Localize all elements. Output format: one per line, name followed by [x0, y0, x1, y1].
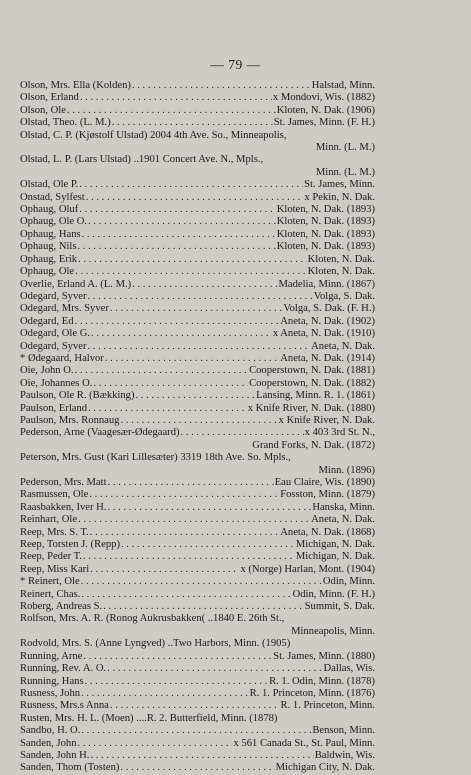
directory-entry	[20, 328, 375, 340]
dot-leader	[132, 80, 311, 92]
entry-name: Running, Rev. A. O.	[20, 663, 107, 675]
entry-place: Eau Claire, Wis. (1890)	[274, 477, 375, 488]
directory-entry	[20, 738, 375, 750]
dot-leader	[81, 688, 249, 700]
entry-name: Odegard, Syver	[20, 290, 87, 302]
entry-name: Rusten, Mrs. H. L. (Moen) ....R. 2. Butterfield, Minn. (1878)	[20, 712, 278, 724]
entry-name: Reep, Torsten J. (Repp)	[20, 539, 120, 551]
dot-leader	[78, 254, 307, 266]
dot-leader	[181, 427, 304, 439]
entry-name: Sandbo, H. O.	[20, 725, 81, 737]
entry-place: Baldwin, Wis.	[314, 749, 375, 761]
entry-place: Madelia, Minn. (1867)	[278, 278, 375, 290]
entry-name: Olson, Erland	[20, 92, 79, 104]
entry-place: Kloten, N. Dak. (1893)	[276, 204, 375, 216]
entry-place: Kloten, N. Dak. (1893)	[276, 228, 375, 240]
directory-entry	[20, 415, 375, 427]
directory-entry	[20, 403, 375, 415]
directory-entry	[20, 613, 375, 638]
entry-name: Olstad, L. P. (Lars Ulstad) ..1901 Concert Ave. N., Mpls.,	[20, 154, 264, 166]
directory-entry	[20, 576, 375, 588]
entry-name: Ophaug, Ole	[20, 266, 75, 278]
directory-entry	[20, 564, 375, 576]
dot-leader	[78, 738, 233, 750]
dot-leader	[88, 216, 276, 228]
entry-name: Odegard, Syver	[20, 340, 87, 352]
dot-leader	[78, 514, 310, 526]
directory-entry	[20, 762, 375, 774]
entry-name: Olstad, Ole P.	[20, 179, 79, 191]
entry-name: Odegard, Ed	[20, 315, 74, 327]
dot-leader	[90, 527, 280, 539]
dot-leader	[90, 750, 313, 762]
directory-entry	[20, 589, 375, 601]
entry-name: Reep, Peder T.	[20, 551, 82, 563]
dot-leader	[75, 365, 249, 377]
directory-entry	[20, 117, 375, 129]
dot-leader	[110, 303, 282, 315]
entry-place: Aneta, N. Dak. (1868)	[280, 526, 375, 538]
entry-place: Hanska, Minn.	[312, 501, 375, 513]
directory-entry	[20, 341, 375, 353]
directory-entry	[20, 452, 375, 477]
entry-place: Cooperstown, N. Dak. (1881)	[249, 365, 375, 377]
directory-entry	[20, 514, 375, 526]
dot-leader	[88, 403, 247, 415]
entry-name: Reep, Mrs. S. T.	[20, 526, 89, 538]
entry-place: Michigan, N. Dak.	[295, 551, 375, 563]
entry-place: Kloten, N. Dak. (1893)	[276, 216, 375, 228]
dot-leader	[81, 589, 291, 601]
entry-continuation: Minn. (L. M.)	[315, 166, 375, 178]
directory-entry	[20, 266, 375, 278]
dot-leader	[88, 341, 311, 353]
directory-entry	[20, 130, 375, 155]
entry-name: * Ødegaard, Halvor	[20, 352, 104, 364]
entry-place: Odin, Minn. (F. H.)	[292, 588, 375, 600]
directory-entry	[20, 254, 375, 266]
dot-leader	[89, 489, 279, 501]
dot-leader	[120, 762, 274, 774]
entry-place: R. 1. Princeton, Minn. (1876)	[249, 687, 375, 699]
entry-place: Volga, S. Dak.	[313, 290, 375, 302]
entry-place: Cooperstown, N. Dak. (1882)	[249, 377, 375, 389]
dot-leader	[110, 700, 280, 712]
entry-place: Michigan City, N. Dak.	[275, 762, 375, 774]
directory-entry	[20, 216, 375, 228]
entry-name: Sanden, John H.	[20, 749, 90, 761]
directory-entry	[20, 192, 375, 204]
entry-place: x (Norge) Harlan, Mont. (1904)	[240, 563, 375, 575]
entry-name: Ophaug, Nils	[20, 241, 77, 253]
directory-entry	[20, 489, 375, 501]
dot-leader	[105, 353, 279, 365]
entry-place: R. 1. Princeton, Minn.	[280, 700, 375, 712]
entry-name: Odegard, Ole G.	[20, 328, 91, 340]
dot-leader	[83, 551, 295, 563]
directory-entry	[20, 291, 375, 303]
entry-name: Reinert, Chas.	[20, 588, 81, 600]
directory-entry	[20, 154, 375, 179]
dot-leader	[112, 117, 273, 129]
entry-name: Pederson, Mrs. Matt	[20, 477, 107, 488]
entry-place: St. James, Minn. (1880)	[273, 650, 375, 662]
dot-leader	[82, 229, 276, 241]
dot-leader	[79, 179, 303, 191]
dot-leader	[103, 601, 303, 613]
dot-leader	[132, 279, 277, 291]
entry-place: x Pekin, N. Dak.	[304, 191, 375, 203]
dot-leader	[93, 378, 248, 390]
entry-continuation: Minn. (L. M.)	[315, 142, 375, 154]
directory-entry	[20, 725, 375, 737]
entry-name: Ophaug, Ole O.	[20, 216, 88, 228]
directory-entry	[20, 241, 375, 253]
entry-continuation: Minneapolis, Minn.	[291, 625, 375, 637]
directory-entry	[20, 651, 375, 663]
entry-name: Onstad, Sylfest	[20, 191, 85, 203]
entry-place: Kloten, N. Dak. (1906)	[276, 104, 375, 116]
dot-leader	[107, 502, 311, 514]
directory-entry	[20, 353, 375, 365]
dot-leader	[75, 266, 306, 278]
dot-leader	[121, 539, 295, 551]
entry-continuation: Minn. (1896)	[318, 464, 375, 476]
entry-place: Halstad, Minn.	[311, 80, 375, 91]
directory-entry	[20, 502, 375, 514]
entry-name: Oie, John O.	[20, 365, 74, 377]
entry-place: Aneta, N. Dak.	[311, 340, 375, 352]
entry-name: Paulson, Mrs. Ronnaug	[20, 414, 120, 426]
directory-entry	[20, 229, 375, 241]
directory-entry	[20, 427, 375, 452]
directory-entry	[20, 80, 375, 92]
entry-place: Summit, S. Dak.	[304, 601, 375, 613]
directory-entry	[20, 390, 375, 402]
entry-place: x Knife River, N. Dak. (1880)	[247, 402, 375, 414]
entry-place: Michigan, N. Dak.	[295, 539, 375, 551]
directory-entry	[20, 663, 375, 675]
entry-name: Rolfson, Mrs. A. R. (Ronog Aukrusbakken( ..1840 E. 26th St.,	[20, 613, 285, 625]
entry-name: Paulson, Erland	[20, 402, 88, 414]
entry-place: R. 1. Odin, Minn. (1878)	[269, 675, 375, 687]
dot-leader	[75, 316, 280, 328]
entry-place: St. James, Minn.	[304, 179, 375, 191]
entry-place: Kloten, N. Dak. (1893)	[276, 241, 375, 253]
entry-place: x 403 3rd St. N.,	[304, 427, 375, 439]
directory-entry	[20, 365, 375, 377]
entry-place: Kloten, N. Dak.	[307, 253, 375, 265]
entry-name: Paulson, Ole R. (Bækking)	[20, 390, 135, 402]
entry-place: Fosston, Minn. (1879)	[280, 489, 375, 501]
directory-entry	[20, 713, 375, 725]
entry-place: Benson, Minn.	[312, 725, 375, 737]
dot-leader	[107, 663, 322, 675]
directory-entry	[20, 279, 375, 291]
entry-place: x Knife River, N. Dak.	[278, 414, 375, 426]
dot-leader	[88, 291, 313, 303]
entry-name: Ophaug, Hans	[20, 228, 81, 240]
entry-name: Rodvold, Mrs. S. (Anne Lyngved) ..Two Harbors, Minn. (1905)	[20, 638, 291, 650]
entry-name: Olson, Mrs. Ella (Kolden)	[20, 80, 131, 91]
entry-place: x Mondovi, Wis. (1882)	[272, 92, 375, 104]
directory-entry	[20, 477, 375, 489]
page-number: — 79 —	[210, 57, 261, 72]
directory-entry	[20, 539, 375, 551]
entry-name: Ophaug, Oluf	[20, 204, 79, 216]
directory-entry	[20, 527, 375, 539]
entry-name: Oie, Johannes O.	[20, 377, 93, 389]
dot-leader	[81, 725, 311, 737]
dot-leader	[78, 241, 276, 253]
entry-continuation: Grand Forks, N. Dak. (1872)	[252, 439, 375, 451]
entry-name: Rusness, Mrs.s Anna	[20, 700, 109, 712]
dot-leader	[90, 564, 239, 576]
directory-entry-list	[20, 80, 375, 775]
dot-leader	[135, 390, 255, 402]
entry-name: Running, Hans	[20, 675, 84, 687]
directory-entry	[20, 204, 375, 216]
entry-name: Overlie, Erland A. (L. M.)	[20, 278, 132, 290]
entry-place: Volga, S. Dak. (F. H.)	[283, 303, 375, 315]
entry-place: x 561 Canada St., St. Paul, Minn.	[233, 737, 375, 749]
dot-leader	[79, 204, 275, 216]
entry-name: Odegard, Mrs. Syver	[20, 303, 109, 315]
entry-name: Sanden, Thom (Tosten)	[20, 762, 120, 774]
directory-entry	[20, 92, 375, 104]
directory-entry	[20, 378, 375, 390]
dot-leader	[108, 477, 274, 489]
directory-entry	[20, 688, 375, 700]
entry-name: Raasbakken, Iver H.	[20, 501, 107, 513]
dot-leader	[67, 105, 276, 117]
entry-place: Kloten, N. Dak.	[307, 266, 375, 278]
dot-leader	[83, 651, 272, 663]
entry-name: Running, Arne	[20, 650, 83, 662]
directory-entry	[20, 551, 375, 563]
directory-entry	[20, 179, 375, 191]
directory-entry	[20, 750, 375, 762]
entry-name: Reep, Miss Kari	[20, 563, 90, 575]
entry-place: Odin, Minn.	[322, 576, 375, 588]
entry-place: Aneta, N. Dak. (1902)	[280, 315, 375, 327]
entry-place: Aneta, N. Dak. (1914)	[280, 352, 375, 364]
dot-leader	[91, 328, 272, 340]
directory-entry	[20, 638, 375, 650]
entry-name: Pederson, Arne (Vaagesær-Ødegaard)	[20, 427, 180, 439]
directory-entry	[20, 316, 375, 328]
entry-place: Dallas, Wis.	[323, 663, 375, 675]
directory-entry	[20, 676, 375, 688]
dot-leader	[80, 92, 272, 104]
entry-name: Olson, Ole	[20, 104, 66, 116]
entry-name: Olstad, Theo. (L. M.)	[20, 117, 111, 129]
entry-name: Rasmussen, Ole	[20, 489, 89, 501]
directory-entry	[20, 105, 375, 117]
dot-leader	[86, 192, 304, 204]
dot-leader	[85, 676, 269, 688]
dot-leader	[81, 576, 322, 588]
entry-name: * Reinert, Ole	[20, 576, 80, 588]
entry-name: Reinhart, Ole	[20, 514, 78, 526]
entry-place: St. James, Minn. (F. H.)	[273, 117, 375, 129]
entry-name: Rusness, John	[20, 687, 81, 699]
directory-entry	[20, 303, 375, 315]
entry-name: Roberg, Andreas S.	[20, 601, 103, 613]
entry-place: Lansing, Minn. R. 1. (1861)	[256, 390, 375, 402]
directory-entry	[20, 601, 375, 613]
entry-place: x Aneta, N. Dak. (1910)	[272, 328, 375, 340]
entry-name: Peterson, Mrs. Gust (Kari Lillesæter) 3319 18th Ave. So. Mpls.,	[20, 452, 291, 464]
entry-place: Aneta, N. Dak.	[311, 514, 375, 526]
directory-entry	[20, 700, 375, 712]
entry-name: Ophaug, Erik	[20, 253, 78, 265]
entry-name: Olstad, C. P. (Kjøstolf Ulstad) 2004 4th Ave. So., Minneapolis,	[20, 129, 287, 141]
entry-name: Sanden, John	[20, 737, 77, 749]
dot-leader	[120, 415, 277, 427]
